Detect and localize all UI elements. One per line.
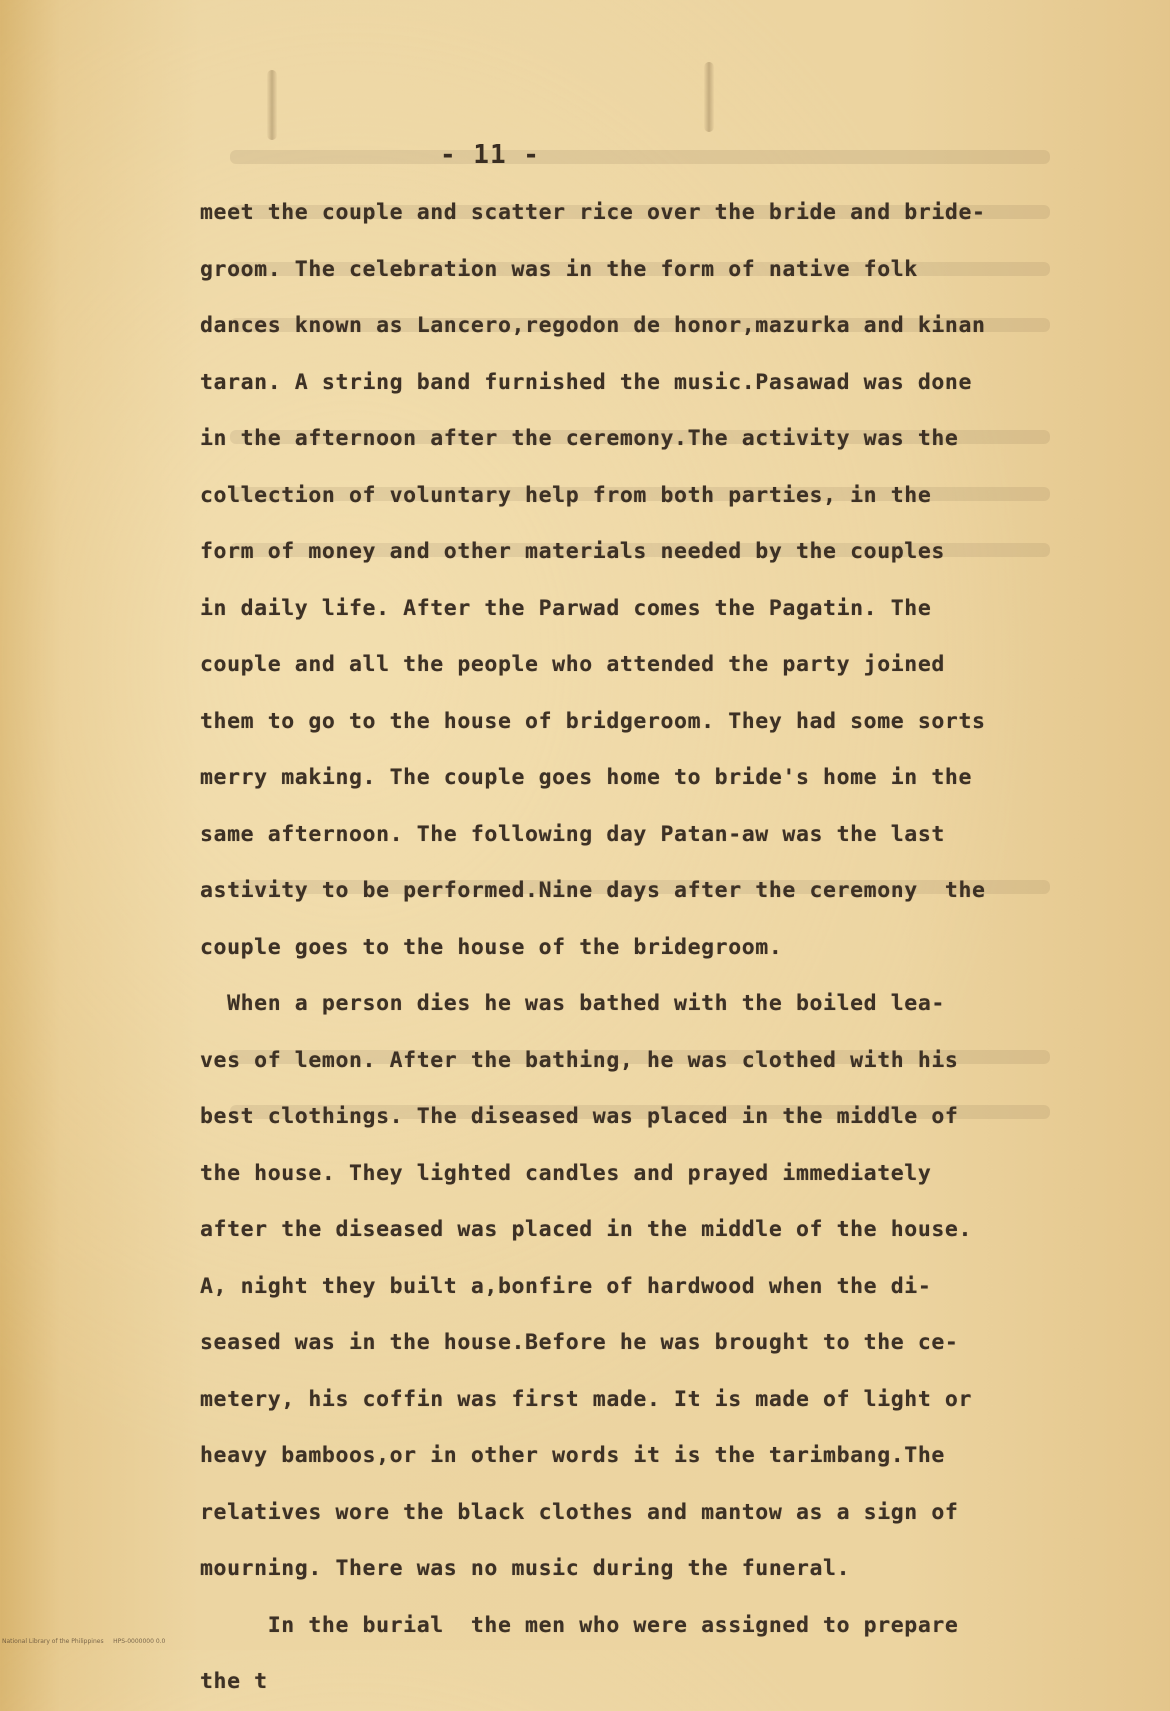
- text-line: couple goes to the house of the bridegroom.: [200, 934, 783, 960]
- text-line: groom. The celebration was in the form of native folk: [200, 256, 918, 282]
- text-line: When a person dies he was bathed with the boiled lea-: [200, 991, 945, 1016]
- text-line: meet the couple and scatter rice over the bride and bride-: [200, 200, 986, 225]
- text-line: astivity to be performed.Nine days after the ceremony the: [200, 878, 986, 903]
- text-line: in the afternoon after the ceremony.The activity was the: [200, 426, 959, 451]
- text-line: mourning. There was no music during the funeral.: [200, 1556, 851, 1581]
- text-line: the house. They lighted candles and prayed immediately: [200, 1160, 932, 1186]
- library-footer-stamp: National Library of the Philippines HPS-0000000 0.0: [2, 1638, 166, 1645]
- text-line: best clothings. The diseased was placed in the middle of: [200, 1104, 959, 1129]
- page-number: - 11 -: [440, 140, 540, 170]
- text-line: collection of voluntary help from both parties, in the: [200, 482, 932, 508]
- text-line: A, night they built a,bonfire of hardwood when the di-: [200, 1273, 932, 1299]
- text-line: them to go to the house of bridgeroom. They had some sorts: [200, 708, 986, 734]
- text-line: heavy bamboos,or in other words it is the tarimbang.The: [200, 1443, 945, 1468]
- text-line: after the diseased was placed in the middle of the house.: [200, 1217, 973, 1242]
- text-line: couple and all the people who attended the party joined: [200, 652, 945, 677]
- text-line: seased was in the house.Before he was brought to the ce-: [200, 1330, 959, 1355]
- text-line: In the burial the men who were assigned to prepare: [200, 1612, 959, 1638]
- punch-hole-left: [267, 70, 277, 140]
- text-line: form of money and other materials needed by the couples: [200, 539, 945, 564]
- text-line: ves of lemon. After the bathing, he was clothed with his: [200, 1047, 959, 1073]
- text-line: relatives wore the black clothes and mantow as a sign of: [200, 1499, 959, 1525]
- body-text: [200, 185, 1160, 1711]
- text-line: in daily life. After the Parwad comes the Pagatin. The: [200, 595, 932, 621]
- punch-hole-right: [704, 62, 714, 132]
- text-line: metery, his coffin was first made. It is made of light or: [200, 1386, 973, 1412]
- text-line: dances known as Lancero,regodon de honor,mazurka and kinan: [200, 313, 986, 338]
- text-line: same afternoon. The following day Patan-aw was the last: [200, 821, 945, 847]
- text-line: the t: [200, 1669, 268, 1694]
- text-line: taran. A string band furnished the music.Pasawad was done: [200, 369, 973, 395]
- text-line: merry making. The couple goes home to bride's home in the: [200, 765, 973, 790]
